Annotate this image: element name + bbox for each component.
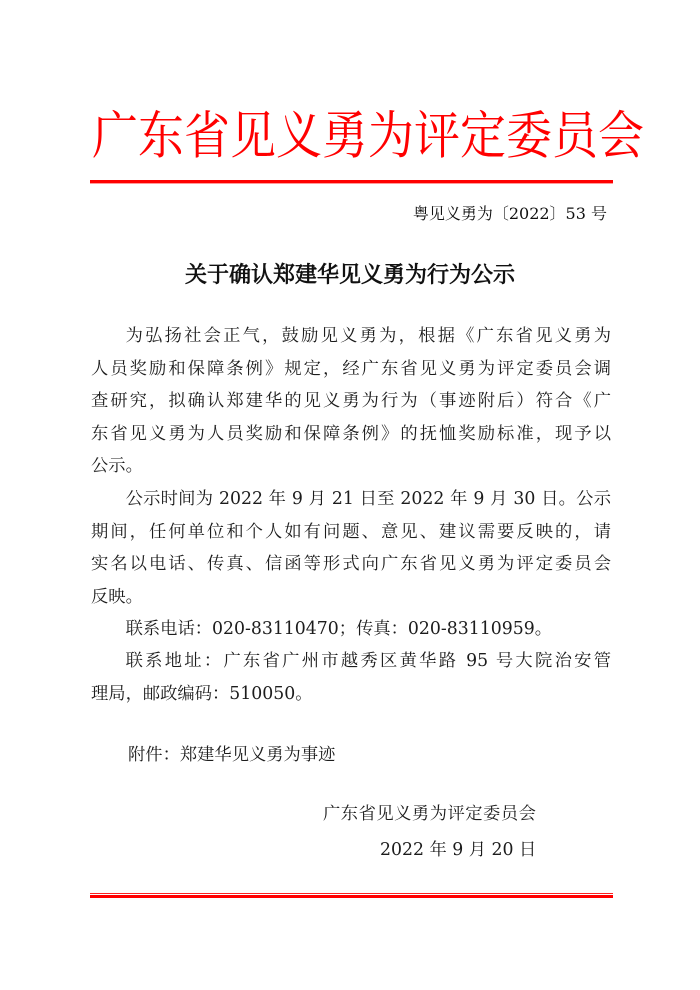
contact-address-paragraph xyxy=(91,645,611,710)
letterhead-title: 广东省见义勇为评定委员会 xyxy=(92,105,644,166)
contact-phone-paragraph xyxy=(91,613,611,646)
paragraph-line: 公示。 xyxy=(91,456,143,476)
paragraph-line: 实名以电话、传真、信函等形式向广东省见义勇为评定委员会 xyxy=(91,554,611,574)
paragraph-line: 公示时间为 2022 年 9 月 21 日至 2022 年 9 月 30 日。公示 xyxy=(125,489,611,509)
attachment-note: 附件：郑建华见义勇为事迹 xyxy=(128,745,336,765)
paragraph-line: 期间，任何单位和个人如有问题、意见、建议需要反映的，请 xyxy=(91,521,611,542)
paragraph-line: 为弘扬社会正气，鼓励见义勇为，根据《广东省见义勇为 xyxy=(125,326,611,346)
signature-organization: 广东省见义勇为评定委员会 xyxy=(323,804,537,824)
paragraph-line: 联系地址：广东省广州市越秀区黄华路 95 号大院治安管 xyxy=(125,651,611,671)
paragraph-1 xyxy=(91,320,611,483)
footer-divider-thick xyxy=(90,895,613,898)
paragraph-2 xyxy=(91,483,611,613)
paragraph-line: 查研究，拟确认郑建华的见义勇为行为（事迹附后）符合《广 xyxy=(91,391,611,411)
contact-phone-line: 联系电话：020-83110470；传真：020-83110959。 xyxy=(125,619,552,639)
paragraph-line: 理局，邮政编码：510050。 xyxy=(91,683,313,704)
signature-date: 2022 年 9 月 20 日 xyxy=(380,840,537,860)
document-title: 关于确认郑建华见义勇为行为公示 xyxy=(184,262,515,288)
paragraph-line: 人员奖励和保障条例》规定，经广东省见义勇为评定委员会调 xyxy=(91,358,611,379)
paragraph-line: 东省见义勇为人员奖励和保障条例》的抚恤奖励标准，现予以 xyxy=(91,423,611,444)
paragraph-line: 反映。 xyxy=(91,586,143,607)
letterhead-divider-shadow xyxy=(90,183,613,184)
footer-divider-thin xyxy=(90,893,613,894)
document-number: 粤见义勇为〔2022〕53 号 xyxy=(412,204,607,223)
